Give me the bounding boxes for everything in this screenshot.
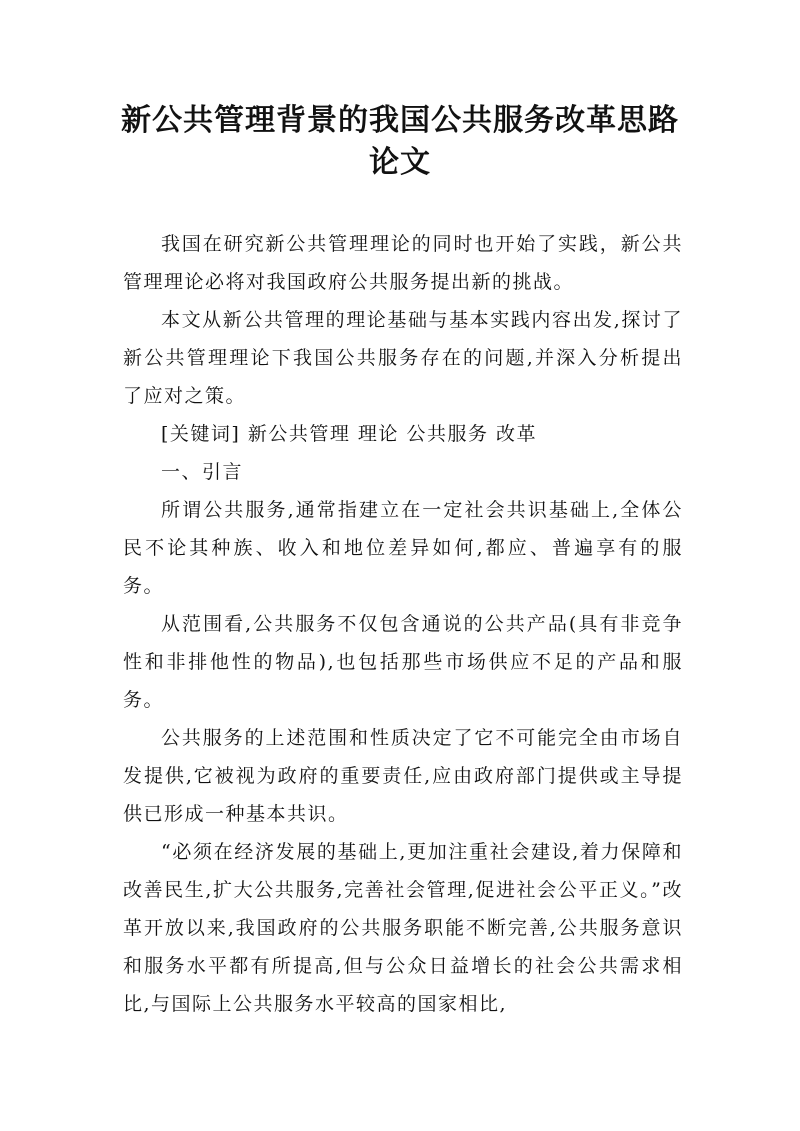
section-heading: 一、引言 <box>161 461 244 483</box>
paragraph-definition: 所谓公共服务,通常指建立在一定社会共识基础上,全体公民不论其种族、收入和地位差异如何,都应、普遍享有的服务。 <box>123 499 683 597</box>
document-body <box>123 225 683 1023</box>
paragraph-scope: 从范围看,公共服务不仅包含通说的公共产品(具有非竞争性和非排他性的物品),也包括那些市场供应不足的产品和服务。 <box>123 613 683 711</box>
document-title-line-1: 新公共管理背景的我国公共服务改革思路 <box>121 103 679 138</box>
paragraph-abstract: 本文从新公共管理的理论基础与基本实践内容出发,探讨了新公共管理理论下我国公共服务存在的问题,并深入分析提出了应对之策。 <box>123 309 683 407</box>
paragraph-quote: “必须在经济发展的基础上,更加注重社会建设,着力保障和改善民生,扩大公共服务,完善社会管理,促进社会公平正义。”改革开放以来,我国政府的公共服务职能不断完善,公共服务意识和服务水平都有所提高,但与公众日益增长的社会公共需求相比,与国际上公共服务水平较高的国家相比, <box>123 841 683 1015</box>
paragraph-responsibility: 公共服务的上述范围和性质决定了它不可能完全由市场自发提供,它被视为政府的重要责任,应由政府部门提供或主导提供已形成一种基本共识。 <box>123 727 683 825</box>
paragraph-keywords: [关键词] 新公共管理 理论 公共服务 改革 <box>161 423 537 445</box>
paragraph-intro: 我国在研究新公共管理理论的同时也开始了实践，新公共管理理论必将对我国政府公共服务提出新的挑战。 <box>123 233 683 293</box>
document-title-line-2: 论文 <box>369 145 431 180</box>
